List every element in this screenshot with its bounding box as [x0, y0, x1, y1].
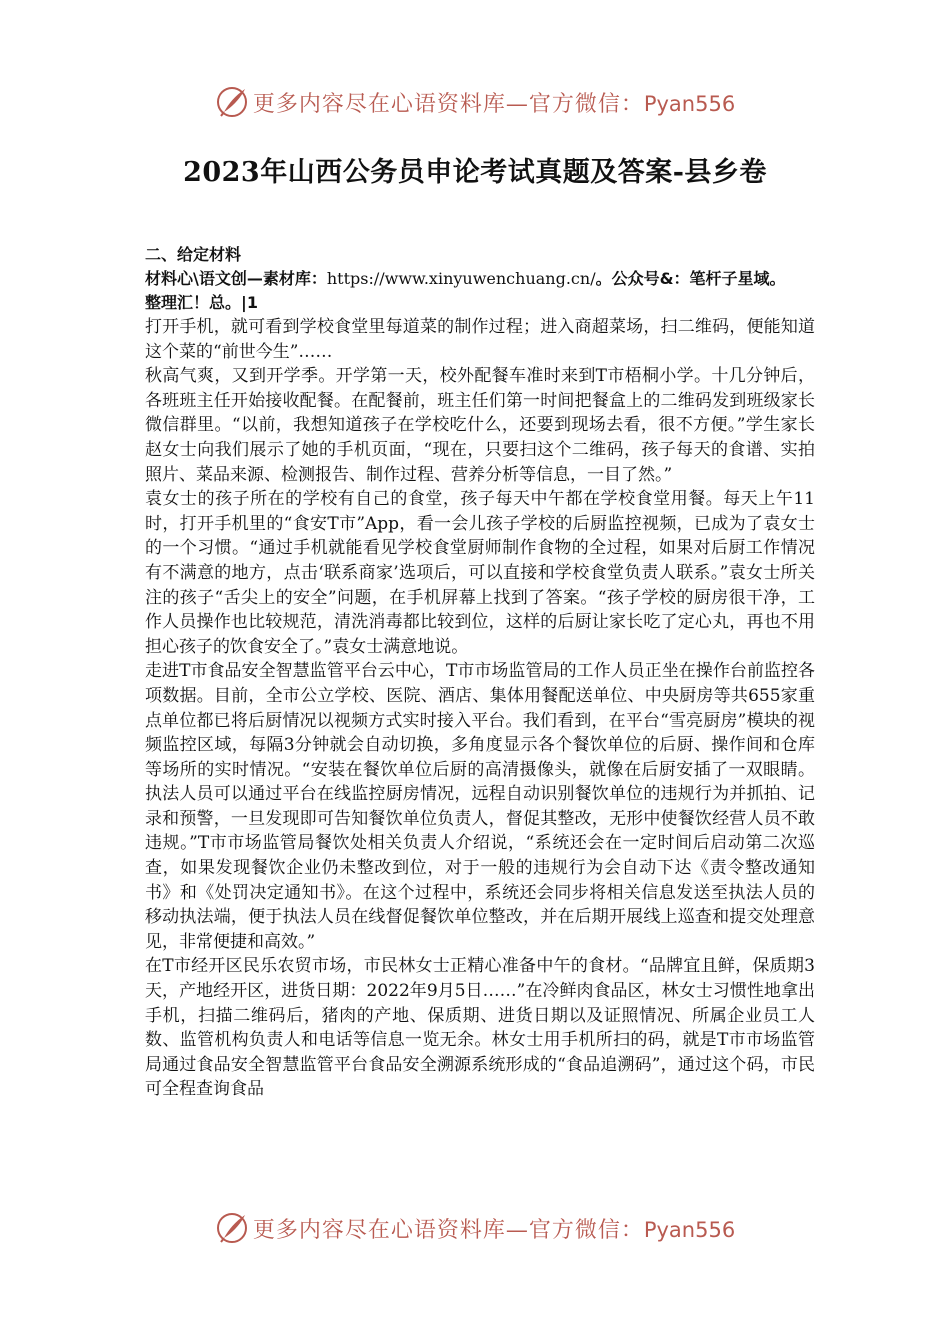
watermark-text: 更多内容尽在心语资料库—官方微信：Pyan556 [252, 91, 736, 117]
watermark-text: 更多内容尽在心语资料库—官方微信：Pyan556 [252, 1217, 736, 1243]
section-heading: 二、给定材料 [145, 245, 242, 264]
source-url[interactable]: https://www.xinyuwenchuang.cn/ [326, 269, 596, 288]
quill-pen-logo-icon [215, 85, 249, 119]
watermark-account: Pyan556 [643, 91, 736, 116]
document-body [145, 243, 815, 1102]
paragraph-4: 走进T市食品安全智慧监管平台云中心，T市市场监管局的工作人员正坐在操作台前监控各项数据。目前，全市公立学校、医院、酒店、集体用餐配送单位、中央厨房等共655家重点单位都已将后厨情况以视频方式实时接入平台。我们看到，在平台“雪亮厨房”模块的视频监控区域，每隔3分钟就会自动切换，多角度显示各个餐饮单位的后厨、操作间和仓库等场所的实时情况。“安装在餐饮单位后厨的高清摄像头，就像在后厨安插了一双眼睛。执法人员可以通过平台在线监控厨房情况，远程自动识别餐饮单位的违规行为并抓拍、记录和预警，一旦发现即可告知餐饮单位负责人，督促其整改，无形中使餐饮经营人员不敢违规。”T市市场监管局餐饮处相关负责人介绍说，“系统还会在一定时间后启动第二次巡查，如果发现餐饮企业仍未整改到位，对于一般的违规行为会自动下达《责令整改通知书》和《处罚决定通知书》。在这个过程中，系统还会同步将相关信息发送至执法人员的移动执法端，便于执法人员在线督促餐饮单位整改，并在后期开展线上巡查和提交处理意见，非常便捷和高效。” [145, 661, 815, 952]
source-line: 材料心\语文创—素材库：https://www.xinyuwenchuang.cn/。公众号&：笔杆子星域。 [145, 269, 786, 288]
paragraph-1: 打开手机，就可看到学校食堂里每道菜的制作过程；进入商超菜场，扫二维码，便能知道这个菜的“前世今生”…… [145, 317, 815, 362]
paragraph-3: 袁女士的孩子所在的学校有自己的食堂，孩子每天中午都在学校食堂用餐。每天上午11时，打开手机里的“食安T市”App，看一会儿孩子学校的后厨监控视频，已成为了袁女士的一个习惯。“通过手机就能看见学校食堂厨师制作食物的全过程，如果对后厨工作情况有不满意的地方，点击‘联系商家’选项后，可以直接和学校食堂负责人联系。”袁女士所关注的孩子“舌尖上的安全”问题，在手机屏幕上找到了答案。“孩子学校的厨房很干净，工作人员操作也比较规范，清洗消毒都比较到位，这样的后厨让家长吃了定心丸，再也不用担心孩子的饮食安全了。”袁女士满意地说。 [145, 489, 815, 657]
footer-watermark [0, 1206, 950, 1250]
document-title: 2023年山西公务员申论考试真题及答案-县乡卷 [183, 157, 767, 188]
header-watermark [0, 80, 950, 124]
paragraph-5: 在T市经开区民乐农贸市场，市民林女士正精心准备中午的食材。“品牌宜且鲜，保质期3天，产地经开区，进货日期：2022年9月5日……”在冷鲜肉食品区，林女士习惯性地拿出手机，扫描二维码后，猪肉的产地、保质期、进货日期以及证照情况、所属企业员工人数、监管机构负责人和电话等信息一览无余。林女士用手机所扫的码，就是T市市场监管局通过食品安全智慧监管平台食品安全溯源系统形成的“食品追溯码”，通过这个码，市民可全程查询食品 [145, 956, 815, 1100]
paragraph-2: 秋高气爽，又到开学季。开学第一天，校外配餐车准时来到T市梧桐小学。十几分钟后，各班班主任开始接收配餐。在配餐前，班主任们第一时间把餐盒上的二维码发到班级家长微信群里。“以前，我想知道孩子在学校吃什么，还要到现场去看，很不方便。”学生家长赵女士向我们展示了她的手机页面，“现在，只要扫这个二维码，孩子每天的食谱、实拍照片、菜品来源、检测报告、制作过程、营养分析等信息，一目了然。” [145, 366, 815, 485]
watermark-account: Pyan556 [643, 1217, 736, 1242]
source-line-2: 整理汇！总。|1 [145, 293, 258, 312]
quill-pen-logo-icon [215, 1211, 249, 1245]
